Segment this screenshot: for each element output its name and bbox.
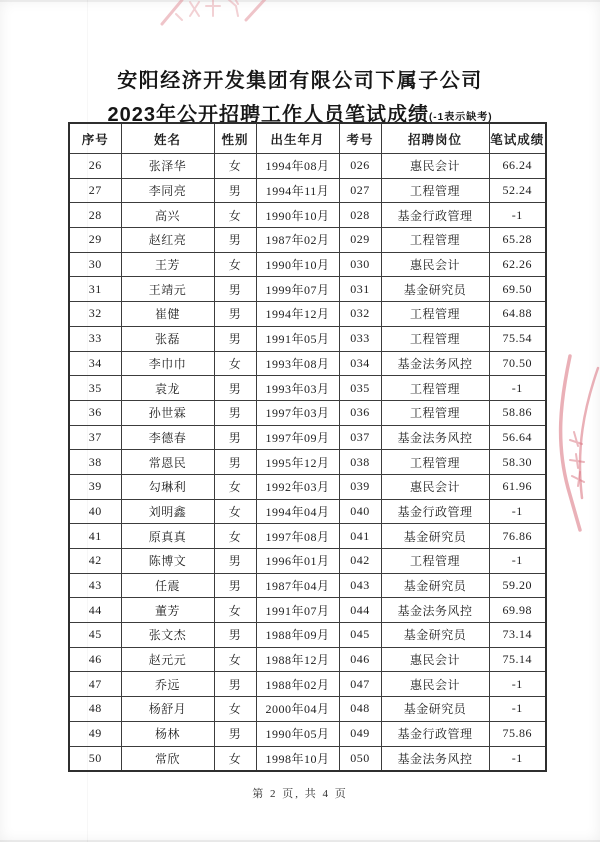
table-row — [69, 203, 546, 228]
cell-position: 基金行政管理 — [381, 203, 489, 228]
cell-position: 基金研究员 — [381, 277, 489, 302]
cell-gender: 女 — [214, 524, 256, 549]
cell-exam-no: 037 — [339, 425, 381, 450]
cell-score: 62.26 — [489, 252, 546, 277]
cell-exam-no: 034 — [339, 351, 381, 376]
cell-score: -1 — [489, 203, 546, 228]
cell-position: 基金法务风控 — [381, 425, 489, 450]
cell-birth: 1991年07月 — [256, 598, 339, 623]
title-note: (-1表示缺考) — [428, 112, 493, 123]
table-header-row — [69, 123, 546, 154]
cell-position: 基金研究员 — [381, 573, 489, 598]
cell-gender: 男 — [214, 549, 256, 574]
cell-position: 工程管理 — [381, 326, 489, 351]
cell-birth: 1993年08月 — [256, 351, 339, 376]
header-birth: 出生年月 — [256, 123, 339, 154]
cell-birth: 1995年12月 — [256, 450, 339, 475]
red-stamp-fragment-top — [146, 0, 280, 34]
cell-birth: 1988年02月 — [256, 672, 339, 697]
cell-score: 58.30 — [489, 450, 546, 475]
cell-gender: 男 — [214, 326, 256, 351]
cell-position: 惠民会计 — [381, 647, 489, 672]
cell-name: 陈博文 — [121, 549, 214, 574]
table-row — [69, 425, 546, 450]
table-row — [69, 351, 546, 376]
cell-birth: 1994年12月 — [256, 302, 339, 327]
cell-seq: 48 — [69, 697, 121, 722]
cell-name: 董芳 — [121, 598, 214, 623]
cell-name: 原真真 — [121, 524, 214, 549]
cell-name: 高兴 — [121, 203, 214, 228]
cell-score: 75.54 — [489, 326, 546, 351]
table-row — [69, 474, 546, 499]
cell-exam-no: 039 — [339, 474, 381, 499]
cell-exam-no: 044 — [339, 598, 381, 623]
table-row — [69, 252, 546, 277]
table-header — [69, 123, 546, 154]
table-row — [69, 623, 546, 648]
cell-exam-no: 041 — [339, 524, 381, 549]
cell-gender: 男 — [214, 573, 256, 598]
cell-score: 70.50 — [489, 351, 546, 376]
cell-name: 张泽华 — [121, 154, 214, 179]
cell-position: 基金研究员 — [381, 524, 489, 549]
table-row — [69, 277, 546, 302]
cell-name: 刘明鑫 — [121, 499, 214, 524]
cell-gender: 男 — [214, 450, 256, 475]
cell-position: 基金行政管理 — [381, 721, 489, 746]
cell-name: 赵元元 — [121, 647, 214, 672]
cell-exam-no: 042 — [339, 549, 381, 574]
cell-seq: 35 — [69, 376, 121, 401]
table-row — [69, 376, 546, 401]
cell-birth: 1990年05月 — [256, 721, 339, 746]
cell-birth: 2000年04月 — [256, 697, 339, 722]
cell-seq: 32 — [69, 302, 121, 327]
cell-birth: 1997年09月 — [256, 425, 339, 450]
cell-gender: 男 — [214, 425, 256, 450]
cell-exam-no: 043 — [339, 573, 381, 598]
cell-score: 59.20 — [489, 573, 546, 598]
cell-name: 孙世霖 — [121, 400, 214, 425]
cell-score: 75.14 — [489, 647, 546, 672]
cell-seq: 43 — [69, 573, 121, 598]
cell-score: 75.86 — [489, 721, 546, 746]
cell-score: 69.50 — [489, 277, 546, 302]
header-gender: 性别 — [214, 123, 256, 154]
cell-score: -1 — [489, 672, 546, 697]
cell-name: 乔远 — [121, 672, 214, 697]
cell-seq: 49 — [69, 721, 121, 746]
cell-position: 工程管理 — [381, 178, 489, 203]
cell-gender: 女 — [214, 499, 256, 524]
cell-birth: 1993年03月 — [256, 376, 339, 401]
table-row — [69, 178, 546, 203]
table-row — [69, 647, 546, 672]
cell-exam-no: 035 — [339, 376, 381, 401]
cell-gender: 女 — [214, 252, 256, 277]
cell-exam-no: 029 — [339, 228, 381, 253]
cell-score: -1 — [489, 499, 546, 524]
cell-name: 李同亮 — [121, 178, 214, 203]
cell-birth: 1999年07月 — [256, 277, 339, 302]
cell-gender: 女 — [214, 647, 256, 672]
cell-position: 基金法务风控 — [381, 351, 489, 376]
cell-seq: 50 — [69, 746, 121, 771]
cell-seq: 40 — [69, 499, 121, 524]
cell-name: 杨舒月 — [121, 697, 214, 722]
cell-position: 工程管理 — [381, 376, 489, 401]
cell-seq: 36 — [69, 400, 121, 425]
cell-score: -1 — [489, 549, 546, 574]
cell-position: 惠民会计 — [381, 154, 489, 179]
table-body — [69, 154, 546, 772]
cell-birth: 1990年10月 — [256, 203, 339, 228]
table-row — [69, 549, 546, 574]
cell-position: 工程管理 — [381, 302, 489, 327]
cell-birth: 1994年08月 — [256, 154, 339, 179]
cell-gender: 女 — [214, 598, 256, 623]
header-score: 笔试成绩 — [489, 123, 546, 154]
table-row — [69, 598, 546, 623]
cell-seq: 27 — [69, 178, 121, 203]
cell-position: 基金行政管理 — [381, 499, 489, 524]
table-row — [69, 499, 546, 524]
cell-name: 王靖元 — [121, 277, 214, 302]
cell-seq: 44 — [69, 598, 121, 623]
cell-gender: 男 — [214, 376, 256, 401]
cell-seq: 34 — [69, 351, 121, 376]
cell-gender: 女 — [214, 154, 256, 179]
cell-score: -1 — [489, 376, 546, 401]
cell-exam-no: 036 — [339, 400, 381, 425]
cell-gender: 女 — [214, 697, 256, 722]
cell-position: 工程管理 — [381, 400, 489, 425]
cell-name: 任震 — [121, 573, 214, 598]
cell-exam-no: 046 — [339, 647, 381, 672]
cell-score: 73.14 — [489, 623, 546, 648]
cell-gender: 女 — [214, 203, 256, 228]
cell-seq: 41 — [69, 524, 121, 549]
cell-seq: 46 — [69, 647, 121, 672]
cell-birth: 1992年03月 — [256, 474, 339, 499]
cell-score: 58.86 — [489, 400, 546, 425]
cell-score: 64.88 — [489, 302, 546, 327]
cell-name: 勾琳利 — [121, 474, 214, 499]
cell-name: 杨林 — [121, 721, 214, 746]
cell-exam-no: 033 — [339, 326, 381, 351]
cell-position: 工程管理 — [381, 228, 489, 253]
cell-score: 52.24 — [489, 178, 546, 203]
title-line-1: 安阳经济开发集团有限公司下属子公司 — [117, 70, 483, 92]
cell-name: 张文杰 — [121, 623, 214, 648]
cell-seq: 47 — [69, 672, 121, 697]
cell-exam-no: 049 — [339, 721, 381, 746]
cell-gender: 女 — [214, 746, 256, 771]
cell-name: 赵红亮 — [121, 228, 214, 253]
cell-position: 惠民会计 — [381, 672, 489, 697]
cell-gender: 男 — [214, 623, 256, 648]
cell-birth: 1996年01月 — [256, 549, 339, 574]
cell-score: 61.96 — [489, 474, 546, 499]
table-row — [69, 450, 546, 475]
cell-birth: 1987年02月 — [256, 228, 339, 253]
cell-position: 基金研究员 — [381, 623, 489, 648]
header-exam-no: 考号 — [339, 123, 381, 154]
cell-gender: 男 — [214, 277, 256, 302]
cell-gender: 女 — [214, 474, 256, 499]
cell-position: 基金法务风控 — [381, 746, 489, 771]
cell-score: 76.86 — [489, 524, 546, 549]
cell-exam-no: 026 — [339, 154, 381, 179]
cell-exam-no: 050 — [339, 746, 381, 771]
cell-exam-no: 031 — [339, 277, 381, 302]
cell-name: 李德春 — [121, 425, 214, 450]
cell-name: 常恩民 — [121, 450, 214, 475]
cell-exam-no: 038 — [339, 450, 381, 475]
cell-gender: 男 — [214, 178, 256, 203]
cell-birth: 1994年04月 — [256, 499, 339, 524]
cell-score: 66.24 — [489, 154, 546, 179]
cell-position: 惠民会计 — [381, 252, 489, 277]
red-stamp-fragment-right — [540, 348, 600, 534]
cell-exam-no: 027 — [339, 178, 381, 203]
cell-seq: 37 — [69, 425, 121, 450]
cell-score: 56.64 — [489, 425, 546, 450]
cell-gender: 男 — [214, 228, 256, 253]
cell-gender: 女 — [214, 351, 256, 376]
cell-exam-no: 048 — [339, 697, 381, 722]
page-number-footer: 第 2 页, 共 4 页 — [252, 788, 348, 800]
cell-birth: 1988年12月 — [256, 647, 339, 672]
cell-birth: 1990年10月 — [256, 252, 339, 277]
cell-birth: 1997年03月 — [256, 400, 339, 425]
cell-score: 65.28 — [489, 228, 546, 253]
scan-edge-top — [0, 0, 600, 2]
cell-seq: 31 — [69, 277, 121, 302]
cell-position: 工程管理 — [381, 450, 489, 475]
cell-birth: 1987年04月 — [256, 573, 339, 598]
cell-seq: 29 — [69, 228, 121, 253]
cell-name: 崔健 — [121, 302, 214, 327]
cell-seq: 42 — [69, 549, 121, 574]
cell-birth: 1997年08月 — [256, 524, 339, 549]
table-row — [69, 302, 546, 327]
cell-name: 袁龙 — [121, 376, 214, 401]
cell-exam-no: 028 — [339, 203, 381, 228]
cell-birth: 1988年09月 — [256, 623, 339, 648]
document-title-block — [0, 64, 600, 127]
cell-position: 基金法务风控 — [381, 598, 489, 623]
table-row — [69, 697, 546, 722]
cell-seq: 38 — [69, 450, 121, 475]
cell-score: 69.98 — [489, 598, 546, 623]
cell-seq: 26 — [69, 154, 121, 179]
table-row — [69, 746, 546, 771]
table-row — [69, 326, 546, 351]
title-line-2-text: 2023年公开招聘工作人员笔试成绩 — [107, 104, 429, 126]
table-row — [69, 573, 546, 598]
cell-exam-no: 040 — [339, 499, 381, 524]
cell-score: -1 — [489, 697, 546, 722]
table-row — [69, 721, 546, 746]
score-table — [68, 122, 547, 772]
table-row — [69, 228, 546, 253]
header-name: 姓名 — [121, 123, 214, 154]
table-row — [69, 524, 546, 549]
table-row — [69, 400, 546, 425]
cell-position: 基金研究员 — [381, 697, 489, 722]
cell-seq: 30 — [69, 252, 121, 277]
cell-birth: 1991年05月 — [256, 326, 339, 351]
cell-birth: 1994年11月 — [256, 178, 339, 203]
cell-seq: 45 — [69, 623, 121, 648]
cell-exam-no: 047 — [339, 672, 381, 697]
cell-birth: 1998年10月 — [256, 746, 339, 771]
cell-exam-no: 045 — [339, 623, 381, 648]
cell-gender: 男 — [214, 302, 256, 327]
cell-gender: 男 — [214, 672, 256, 697]
cell-seq: 33 — [69, 326, 121, 351]
cell-exam-no: 032 — [339, 302, 381, 327]
table-row — [69, 154, 546, 179]
cell-position: 工程管理 — [381, 549, 489, 574]
cell-name: 常欣 — [121, 746, 214, 771]
cell-name: 张磊 — [121, 326, 214, 351]
table-row — [69, 672, 546, 697]
cell-seq: 39 — [69, 474, 121, 499]
cell-gender: 男 — [214, 400, 256, 425]
cell-name: 李巾巾 — [121, 351, 214, 376]
cell-exam-no: 030 — [339, 252, 381, 277]
header-position: 招聘岗位 — [381, 123, 489, 154]
cell-name: 王芳 — [121, 252, 214, 277]
cell-gender: 男 — [214, 721, 256, 746]
header-seq: 序号 — [69, 123, 121, 154]
cell-position: 惠民会计 — [381, 474, 489, 499]
cell-score: -1 — [489, 746, 546, 771]
cell-seq: 28 — [69, 203, 121, 228]
